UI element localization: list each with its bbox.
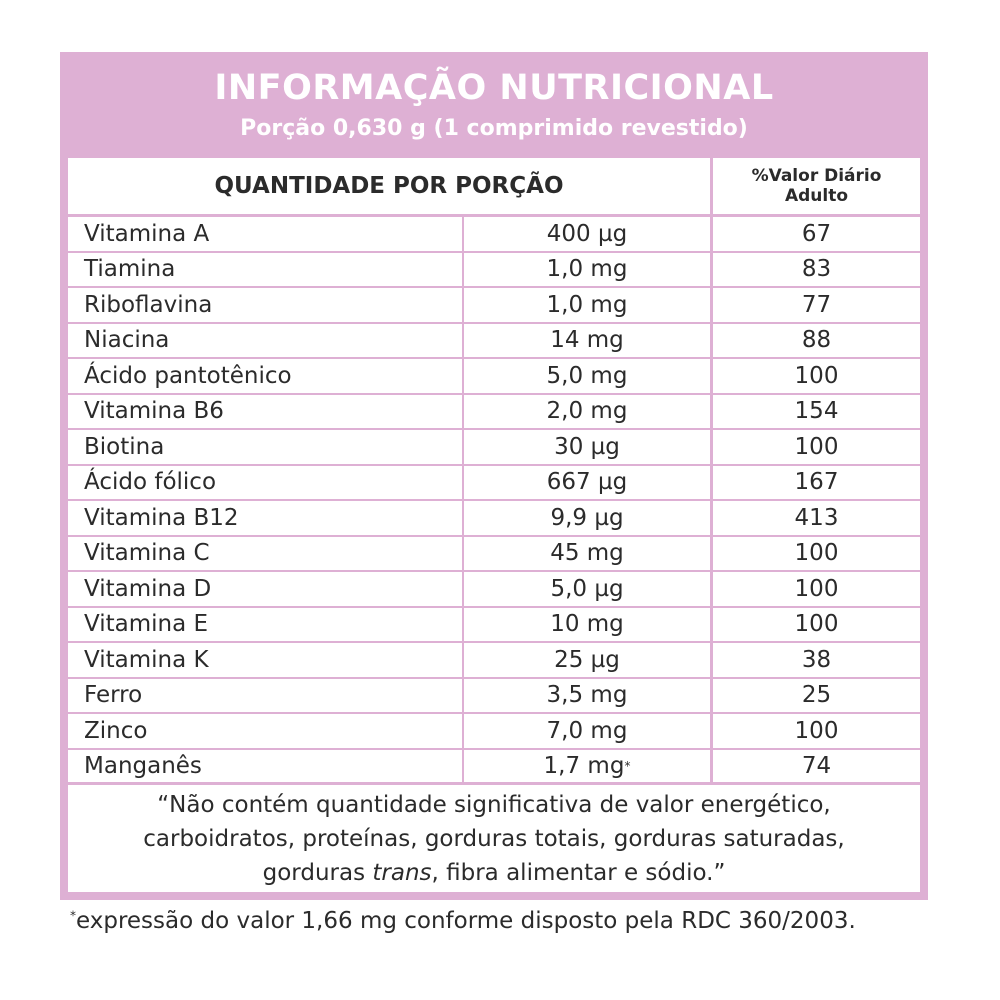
bottom-note-text: expressão do valor 1,66 mg conforme disposto pela RDC 360/2003. <box>76 908 856 934</box>
nutrient-daily-value: 25 <box>710 679 920 713</box>
nutrient-amount <box>462 608 710 642</box>
nutrient-daily-value: 154 <box>710 395 920 429</box>
nutrient-amount <box>462 643 710 677</box>
nutrient-name: Vitamina E <box>84 611 209 638</box>
nutrient-amount-value: 7,0 mg <box>546 717 628 744</box>
nutrient-daily-value: 38 <box>710 643 920 677</box>
nutrient-name: Riboflavina <box>84 291 213 318</box>
table-row <box>68 750 920 786</box>
nutrient-amount <box>462 750 710 783</box>
table-row <box>68 643 920 679</box>
table-row <box>68 466 920 502</box>
nutrient-name: Ácido pantotênico <box>84 362 292 389</box>
table-row <box>68 324 920 360</box>
nutrient-amount <box>462 395 710 429</box>
footnote <box>68 785 920 892</box>
nutrient-daily-value: 77 <box>710 288 920 322</box>
nutrient-name: Tiamina <box>84 256 176 283</box>
nutrient-amount <box>462 430 710 464</box>
nutrient-daily-value: 100 <box>710 714 920 748</box>
bottom-note <box>70 908 950 934</box>
nutrient-amount <box>462 253 710 287</box>
bottom-note-asterisk: * <box>70 908 76 923</box>
nutrient-name: Ácido fólico <box>84 469 217 496</box>
table-row <box>68 714 920 750</box>
table-row <box>68 217 920 253</box>
nutrition-facts-panel <box>60 52 928 900</box>
nutrient-amount-value: 400 µg <box>546 220 628 247</box>
nutrition-table <box>68 158 920 892</box>
footnote-line3-after: , fibra alimentar e sódio.” <box>431 859 726 886</box>
nutrient-amount <box>462 288 710 322</box>
nutrient-daily-value: 100 <box>710 608 920 642</box>
table-row <box>68 608 920 644</box>
nutrient-amount-value: 30 µg <box>554 433 620 460</box>
nutrient-amount <box>462 679 710 713</box>
nutrient-name: Vitamina B12 <box>84 504 239 531</box>
daily-value-header-line1: %Valor Diário <box>751 166 882 186</box>
nutrient-daily-value: 83 <box>710 253 920 287</box>
nutrient-daily-value: 100 <box>710 359 920 393</box>
table-row <box>68 430 920 466</box>
table-row <box>68 501 920 537</box>
nutrient-amount-value: 9,9 µg <box>550 504 624 531</box>
nutrient-name: Vitamina B6 <box>84 398 224 425</box>
nutrient-amount-value: 10 mg <box>550 611 624 638</box>
amount-asterisk: * <box>624 758 631 773</box>
nutrient-amount <box>462 324 710 358</box>
nutrient-amount-value: 1,0 mg <box>546 291 628 318</box>
serving-size: Porção 0,630 g (1 comprimido revestido) <box>240 116 748 141</box>
nutrient-daily-value: 74 <box>710 750 920 783</box>
footnote-line3 <box>143 856 844 890</box>
nutrient-name: Niacina <box>84 327 170 354</box>
footnote-line1: “Não contém quantidade significativa de valor energético, <box>157 791 831 818</box>
nutrient-amount <box>462 359 710 393</box>
nutrient-name: Manganês <box>84 752 202 779</box>
table-row <box>68 572 920 608</box>
nutrient-rows <box>68 217 920 785</box>
nutrient-name: Vitamina C <box>84 540 210 567</box>
nutrient-amount-value: 667 µg <box>546 469 628 496</box>
nutrient-name: Vitamina A <box>84 220 210 247</box>
nutrient-daily-value: 67 <box>710 217 920 251</box>
nutrient-amount <box>462 714 710 748</box>
nutrient-name: Vitamina K <box>84 646 209 673</box>
nutrient-amount <box>462 501 710 535</box>
nutrient-name: Biotina <box>84 433 165 460</box>
nutrient-daily-value: 88 <box>710 324 920 358</box>
table-row <box>68 253 920 289</box>
nutrient-daily-value: 413 <box>710 501 920 535</box>
nutrient-daily-value: 167 <box>710 466 920 500</box>
nutrient-amount-value: 5,0 mg <box>546 362 628 389</box>
nutrient-daily-value: 100 <box>710 537 920 571</box>
table-row <box>68 395 920 431</box>
panel-title: INFORMAÇÃO NUTRICIONAL <box>214 68 774 108</box>
nutrient-amount-value: 45 mg <box>550 540 624 567</box>
nutrient-amount <box>462 217 710 251</box>
nutrient-amount-value: 25 µg <box>554 646 620 673</box>
footnote-line3-before: gorduras <box>262 859 373 886</box>
table-row <box>68 679 920 715</box>
daily-value-header <box>710 158 920 217</box>
nutrient-name: Vitamina D <box>84 575 212 602</box>
nutrient-amount <box>462 537 710 571</box>
nutrient-daily-value: 100 <box>710 572 920 606</box>
table-row <box>68 537 920 573</box>
nutrient-amount-value: 1,7 mg <box>543 752 625 779</box>
daily-value-header-line2: Adulto <box>784 186 849 206</box>
nutrient-amount <box>462 572 710 606</box>
nutrient-daily-value: 100 <box>710 430 920 464</box>
nutrient-amount-value: 2,0 mg <box>546 398 628 425</box>
table-row <box>68 288 920 324</box>
nutrient-name: Zinco <box>84 717 148 744</box>
footnote-trans: trans <box>372 859 432 886</box>
nutrient-amount-value: 1,0 mg <box>546 256 628 283</box>
nutrient-amount-value: 14 mg <box>550 327 624 354</box>
quantity-header: QUANTIDADE POR PORÇÃO <box>68 158 710 217</box>
nutrient-amount-value: 5,0 µg <box>550 575 624 602</box>
nutrient-amount-value: 3,5 mg <box>546 682 628 709</box>
nutrient-amount <box>462 466 710 500</box>
footnote-line2: carboidratos, proteínas, gorduras totais, gorduras saturadas, <box>143 825 845 852</box>
nutrient-name: Ferro <box>84 682 143 709</box>
table-row <box>68 359 920 395</box>
